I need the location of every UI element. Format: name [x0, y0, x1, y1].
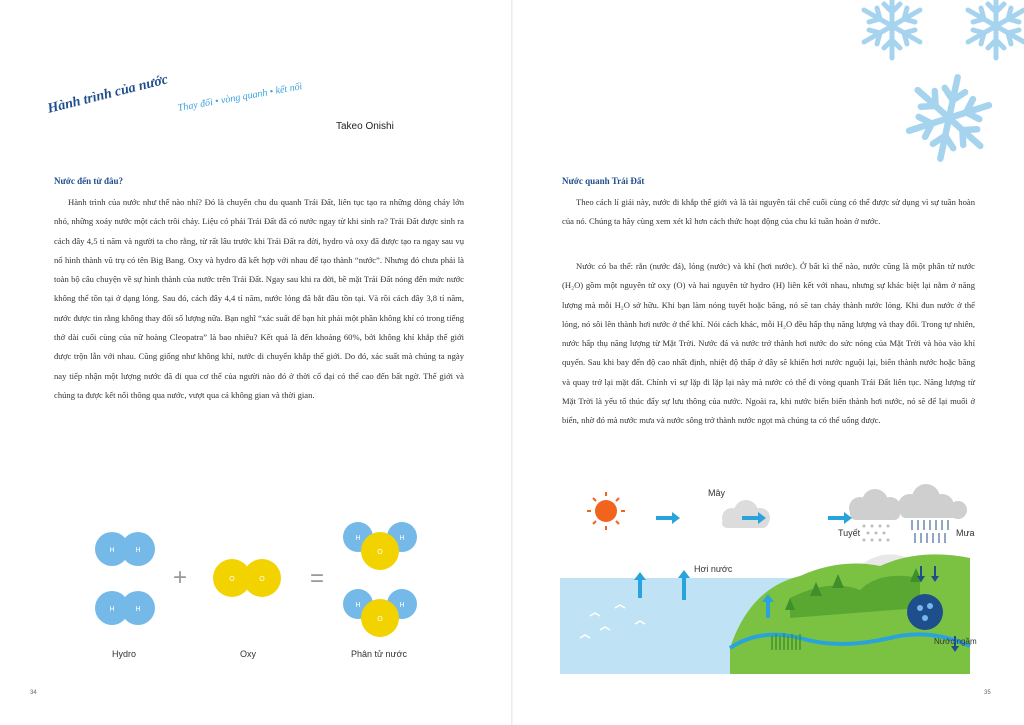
- label-water-molecule: Phân tử nước: [351, 649, 407, 659]
- sun-icon: [587, 492, 625, 530]
- plus-sign: +: [172, 564, 188, 591]
- svg-text:H: H: [355, 602, 361, 609]
- section-body-para2: Nước có ba thể: rắn (nước đá), lỏng (nước) và khí (hơi nước). Ở bất kì thể nào, nước cũng là một phân tử nước (H₂O) gồm một nguyên tử oxy (O) và hai nguyên tử hydro (H) liên kết với nhau, nhưng sự khác biệt lại nằm ở năng lượng mà mỗi H₂O sở hữu. Khi bạn làm nóng tuyết hoặc băng, nó sẽ tan chảy thành nước lỏng. Khi đun nước ở thể lỏng, nó sôi lên thành hơi nước ở thể khí. Nói cách khác, mỗi H₂O đều hấp thụ năng lượng và thay đổi. Trong tự nhiên, nước hấp thụ năng lượng từ Mặt Trời. Nước đá và nước trở thành hơi nước do sức nóng của Mặt Trời và hòa vào khí quyển. Sau khi bay đến độ cao nhất định, nhiệt độ thấp ở đây sẽ khiến hơi nước nguội lại, biến thành nước hoặc băng và quay trở lại mặt đất. Chính vì sự lặp đi lặp lại này mà nước có thể đi vòng quanh Trái Đất liên tục. Năng lượng từ Mặt Trời là yếu tố thúc đẩy sự lưu thông của nước. Ngoài ra, khi nước biển biến thành hơi nước, nó sẽ để lại muối ở biển, nhờ đó mà nước mưa và nước sông trở thành nước ngọt mà chúng ta có thể uống được.: [562, 261, 975, 426]
- snowflake-icon: [905, 70, 994, 167]
- article-subtitle: Thay đổi • vòng quanh • kết nối: [177, 81, 304, 114]
- section-body-origin: Hành trình của nước như thế nào nhỉ? Đó là chuyến chu du quanh Trái Đất, liên tục tạo ra những dòng chảy lớn nhỏ, những xoáy nước một cách trôi chảy. Liệu có phải Trái Đất đã có nước ngay từ khi sinh ra? Trái Đất được sinh ra cách đây 4,5 tỉ năm và người ta cho rằng, từ rất lâu trước khi Trái Đất ra đời, hydro và oxy đã được tạo ra ngay sau vụ nổ hình thành vũ trụ có tên Big Bang. Oxy và hydro đã kết hợp với nhau để tạo thành “nước”. Nhưng đó chưa phải là toàn bộ câu chuyện về sự hình thành của nước trên Trái Đất. Ngay sau khi ra đời, bề mặt Trái Đất nóng đến mức nước không thể tồn tại ở dạng lỏng. Sau đó, cách đây 4,4 tỉ năm, nước lỏng đã bắt đầu tồn tại. Và rồi cách đây 3,8 tỉ năm, nước được tin rằng không thay đổi số lượng nữa. Bạn nghĩ “xác suất để bạn hít phải một phần không khí có trong tiếng thở dài cuối cùng của nữ hoàng Cleopatra” là bao nhiêu? Kết quả là đến khoảng 60%, bởi không khí khắp thế giới được trộn lẫn với nhau. Cũng giống như không khí, nước di chuyển khắp thế giới. Do đó, xác suất mà chúng ta ngày nay tiếp nhận một lượng nước đã đi qua cơ thể của người nào đó ở thời cổ đại có thể cao đến bất ngờ. Thế giới và chúng ta được kết nối thông qua nước, vượt qua cả không gian và thời gian.: [54, 197, 464, 400]
- svg-text:H: H: [109, 606, 115, 613]
- right-page: [512, 0, 1024, 725]
- svg-text:H: H: [109, 547, 115, 554]
- svg-text:O: O: [377, 549, 383, 556]
- svg-text:H: H: [399, 535, 405, 542]
- snowflake-icon: [968, 0, 1024, 58]
- label-hydro: Hydro: [112, 649, 137, 659]
- cloud-icon: [722, 500, 770, 528]
- svg-text:O: O: [377, 616, 383, 623]
- svg-text:H: H: [399, 602, 405, 609]
- section-heading-origin: Nước đến từ đâu?: [54, 176, 124, 186]
- snowflake-decoration: [824, 0, 1024, 180]
- svg-text:H: H: [135, 547, 141, 554]
- oxygen-molecule: [213, 559, 281, 597]
- rain-lines: [912, 520, 948, 543]
- hydrogen-molecule-top: [95, 532, 155, 566]
- page-number-right: 35: [984, 690, 991, 696]
- label-rain: Mưa: [956, 528, 975, 538]
- svg-text:H: H: [355, 535, 361, 542]
- water-cycle-diagram: [560, 478, 980, 678]
- author-name: Takeo Onishi: [336, 121, 394, 132]
- section-body-para1: Theo cách lí giải này, nước đi khắp thế giới và là tài nguyên tái chế cuối cùng có thể được sử dụng vì sự tuần hoàn của nó. Chúng ta hãy cùng xem xét kĩ hơn cách thức hoạt động của chu kì tuần hoàn ở nước.: [562, 197, 975, 227]
- label-snow: Tuyết: [838, 528, 861, 538]
- snowflake-icon: [864, 0, 920, 58]
- water-molecule-bottom: [343, 589, 417, 637]
- equals-sign: =: [309, 565, 325, 592]
- label-vapor: Hơi nước: [694, 564, 733, 574]
- page-number-left: 34: [30, 690, 37, 696]
- groundwater-icon: [907, 594, 943, 630]
- label-cloud: Mây: [708, 488, 726, 498]
- svg-text:H: H: [135, 606, 141, 613]
- rain-cloud-icon: [898, 484, 967, 519]
- hydrogen-molecule-bottom: [95, 591, 155, 625]
- water-molecule-top: [343, 522, 417, 570]
- snow-dots: [863, 525, 890, 542]
- svg-text:O: O: [229, 576, 235, 583]
- section-heading-around-earth: Nước quanh Trái Đất: [562, 176, 645, 186]
- label-groundwater: Nước ngầm: [934, 637, 977, 646]
- svg-text:O: O: [259, 576, 265, 583]
- label-oxy: Oxy: [240, 649, 257, 659]
- snow-cloud-icon: [849, 489, 901, 520]
- article-title: Hành trình của nước: [46, 72, 170, 117]
